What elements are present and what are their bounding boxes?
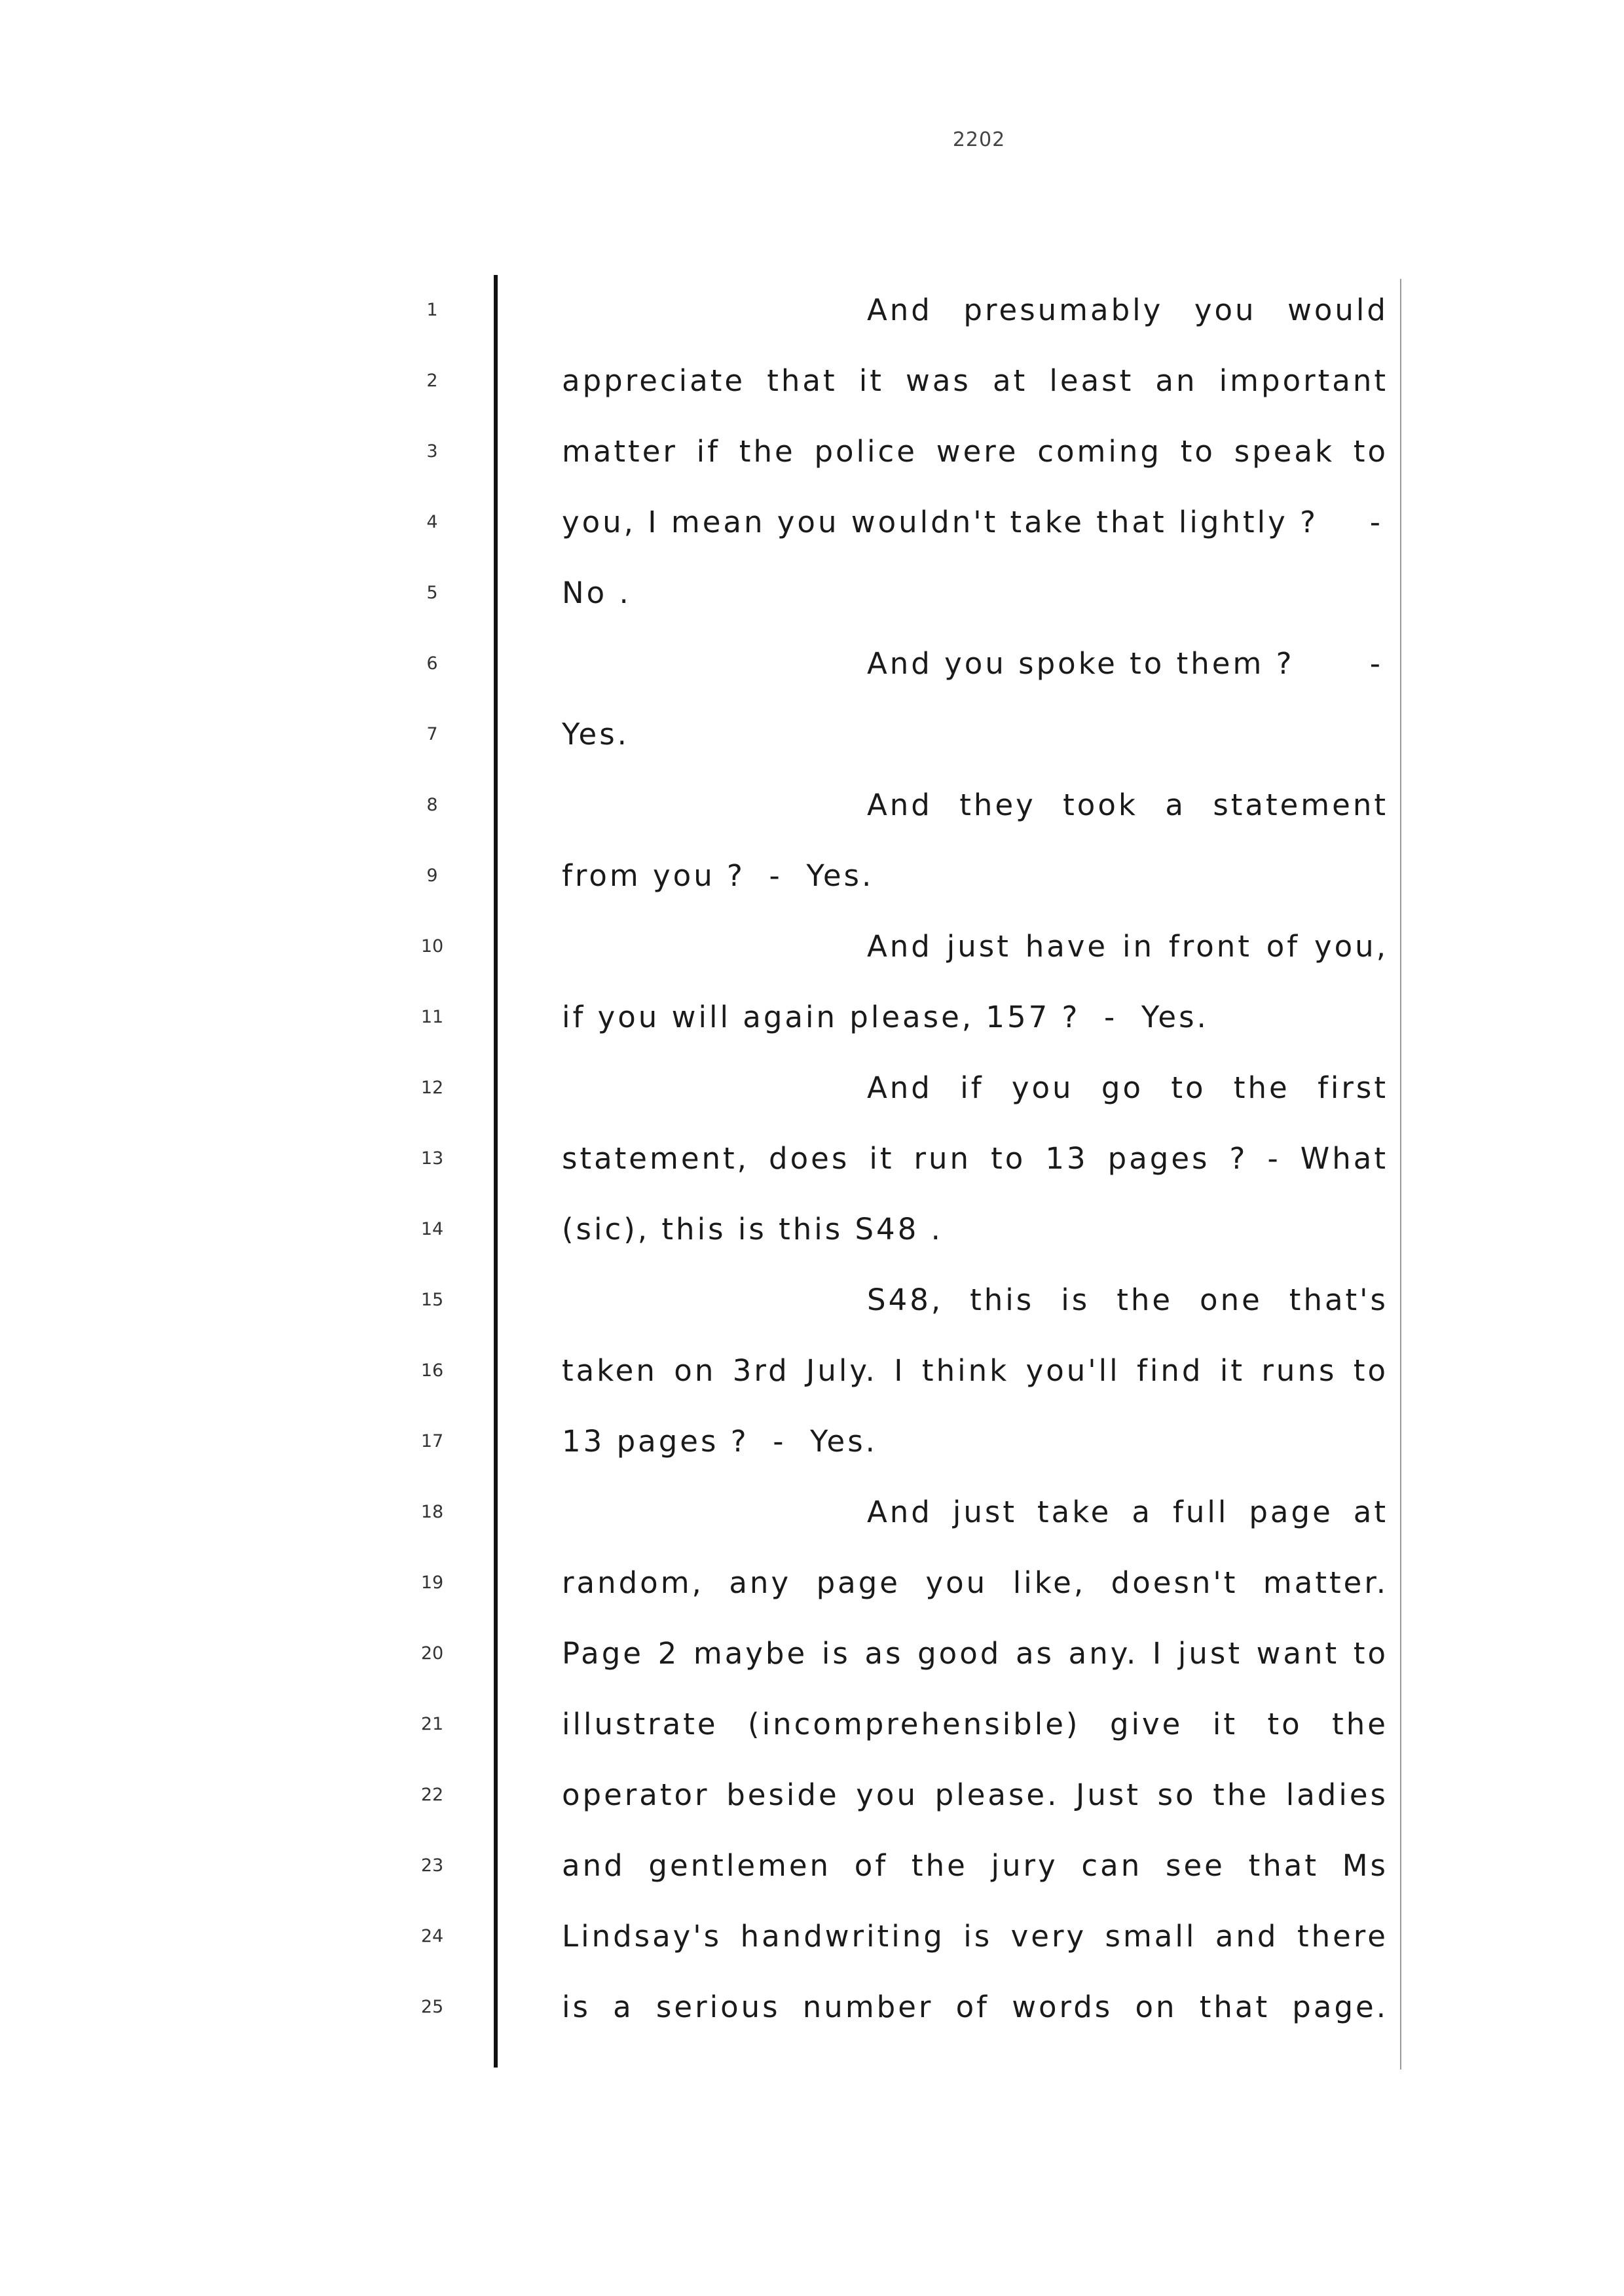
transcript-line: taken on 3rd July. I think you'll find it runs to: [562, 1353, 1388, 1388]
transcript-line-text: you, I mean you wouldn't take that lightly ?: [562, 505, 1318, 539]
line-number: 12: [420, 1078, 444, 1098]
line-number: 4: [426, 512, 438, 532]
line-number: 2: [426, 371, 438, 391]
line-number: 5: [426, 583, 438, 603]
line-number: 1: [426, 300, 438, 320]
answer-dash: -: [1369, 646, 1383, 681]
line-number: 25: [420, 1997, 444, 2017]
line-number: 23: [420, 1855, 444, 1876]
line-number: 24: [420, 1926, 444, 1946]
line-number: 20: [420, 1643, 444, 1664]
line-number: 7: [426, 724, 438, 744]
transcript-line: Lindsay's handwriting is very small and there: [562, 1919, 1388, 1954]
transcript-line: [562, 629, 1388, 699]
transcript-line: from you ? - Yes.: [562, 858, 874, 893]
page-number: 2202: [952, 128, 1006, 151]
line-number: 15: [420, 1290, 444, 1310]
transcript-line: And if you go to the first: [867, 1070, 1388, 1105]
transcript-line: random, any page you like, doesn't matter.: [562, 1565, 1388, 1600]
line-number: 3: [426, 441, 438, 462]
line-number: 22: [420, 1785, 444, 1805]
transcript-line: [562, 487, 1388, 558]
line-number: 13: [420, 1148, 444, 1169]
line-number: 14: [420, 1219, 444, 1239]
transcript-line: is a serious number of words on that page.: [562, 1990, 1388, 2024]
transcript-line: S48, this is the one that's: [867, 1283, 1388, 1317]
answer-dash: -: [1369, 505, 1383, 539]
line-number: 18: [420, 1502, 444, 1522]
transcript-line: 13 pages ? - Yes.: [562, 1424, 877, 1459]
transcript-line: operator beside you please. Just so the ladies: [562, 1777, 1388, 1812]
transcript-line-text: And you spoke to them ?: [867, 646, 1295, 681]
line-number: 10: [420, 936, 444, 957]
transcript-line: No .: [562, 575, 631, 610]
line-number: 6: [426, 653, 438, 674]
line-number: 9: [426, 866, 438, 886]
transcript-line: Yes.: [562, 717, 629, 752]
transcript-line: matter if the police were coming to speak to: [562, 434, 1388, 469]
line-number: 19: [420, 1573, 444, 1593]
left-margin-rule: [494, 275, 498, 2068]
line-number: 16: [420, 1360, 444, 1381]
transcript-line: And presumably you would: [867, 293, 1388, 327]
transcript-line: And just take a full page at: [867, 1495, 1388, 1529]
transcript-line: (sic), this is this S48 .: [562, 1212, 943, 1247]
line-number: 17: [420, 1431, 444, 1451]
transcript-line: appreciate that it was at least an important: [562, 363, 1388, 398]
transcript-line: statement, does it run to 13 pages ? - What: [562, 1141, 1388, 1176]
transcript-line: Page 2 maybe is as good as any. I just want to: [562, 1636, 1388, 1671]
transcript-line: if you will again please, 157 ? - Yes.: [562, 1000, 1209, 1034]
transcript-line: illustrate (incomprehensible) give it to the: [562, 1707, 1388, 1741]
right-margin-rule: [1400, 279, 1401, 2069]
line-number: 21: [420, 1714, 444, 1734]
line-number: 11: [420, 1007, 444, 1027]
line-number: 8: [426, 795, 438, 815]
transcript-line: And just have in front of you,: [867, 929, 1388, 964]
transcript-line: and gentlemen of the jury can see that Ms: [562, 1848, 1388, 1883]
transcript-line: And they took a statement: [867, 788, 1388, 822]
